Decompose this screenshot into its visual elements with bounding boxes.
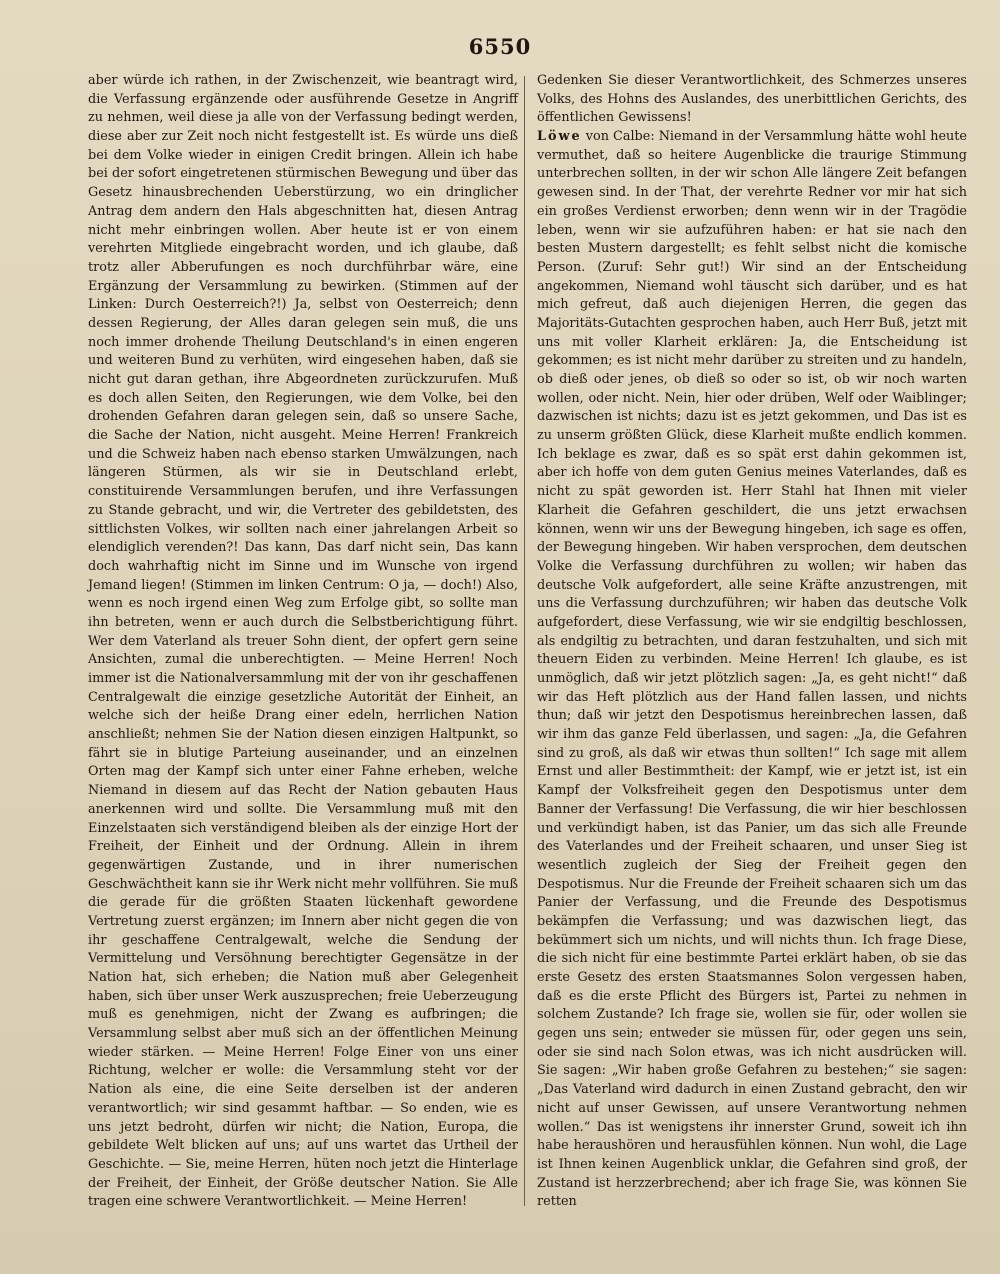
left-column-text: aber würde ich rathen, in der Zwischenzeit, wie beantragt wird, die Verfassung ergänzende oder ausführende Gesetze in Angriff zu nehmen, weil diese ja alle von der Verfassung bedingt werden, diese aber zur Zeit noch nicht festgestellt ist. Es würde uns dieß bei dem Volke wieder in einigen Credit bringen. Allein ich habe bei der sofort eingetretenen stürmischen Bewegung und über das Gesetz hinausbrechenden Ueberstürzung, wo ein dringlicher Antrag dem andern den Hals abgeschnitten hat, diesen Antrag nicht mehr einbringen wollen. Aber heute ist er von einem verehrten Mitgliede eingebracht worden, und ich glaube, daß trotz aller Abberufungen es noch durchführbar wäre, eine Ergänzung der Versammlung zu bewirken. (Stimmen auf der Linken: Durch Oesterreich?!) Ja, selbst von Oesterreich; denn dessen Regierung, der Alles daran gelegen sein muß, die uns noch immer drohende Theilung Deutschland's in einen engeren und weiteren Bund zu verhüten, wird eingesehen haben, daß sie nicht gut daran gethan, ihre Abgeordneten zurückzurufen. Muß es doch allen Seiten, den Regierungen, wie dem Volke, bei den drohenden Gefahren daran gelegen sein, daß so unsere Sache, die Sache der Nation, nicht ausgeht. Meine Herren! Frankreich und die Schweiz haben nach ebenso starken Umwälzungen, nach längeren Stürmen, als wir sie in Deutschland erlebt, constituirende Versammlungen berufen, und ihre Verfassungen zu Stande gebracht, und wir, die Vertreter des gebildetsten, des sittlichsten Volkes, wir sollten nach einer jahrelangen Arbeit so elendiglich verenden?! Das kann, Das darf nicht sein, Das kann doch wahrhaftig nicht im Sinne und im Wunsche von irgend Jemand liegen! (Stimmen im linken Centrum: O ja, — doch!) Also, wenn es noch irgend einen Weg zum Erfolge gibt, so sollte man ihn betreten, wenn er auch durch die Selbstberichtigung führt. Wer dem Vaterland als treuer Sohn dient, der opfert gern seine Ansichten, zumal die unberechtigten. — Meine Herren! Noch immer ist die Nationalversammlung mit der von ihr geschaffenen Centralgewalt die einzige gesetzliche Autorität der Einheit, an welche sich der heiße Drang einer edeln, herrlichen Nation anschließt; nehmen Sie der Nation diesen einzigen Haltpunkt, so fährt sie in blutige Parteiung auseinander, und an einzelnen Orten mag der Kampf sich unter einer Fahne erheben, welche Niemand in diesem auf das Recht der Nation gebauten Haus anerkennen wird und sollte. Die Versammlung muß mit den Einzelstaaten sich verständigend bleiben als der einzige Hort der Freiheit, der Einheit und der Ordnung. Allein in ihrem gegenwärtigen Zustande, und in ihrer numerischen Geschwächtheit kann sie ihr Werk nicht mehr vollführen. Sie muß die gerade für die größten Staaten lückenhaft gewordene Vertretung zuerst ergänzen; im Innern aber nicht gegen die von ihr geschaffene Centralgewalt, welche die Sendung der Vermittelung und Versöhnung berechtigter Gegensätze in der Nation hat, sich erheben; die Nation muß aber Gelegenheit haben, sich über unser Werk auszusprechen; freie Ueberzeugung muß es genehmigen, nicht der Zwang es aufbringen; die Versammlung selbst aber muß sich an der öffentlichen Meinung wieder stärken. — Meine Herren! Folge Einer von uns einer Richtung, welcher er wolle: die Versammlung steht vor der Nation als eine, die eine Seite derselben ist der anderen verantwortlich; wir sind gesammt haftbar. — So enden, wie es uns jetzt bedroht, dürfen wir nicht; die Nation, Europa, die gebildete Welt blicken auf uns; auf uns wartet das Urtheil der Geschichte. — Sie, meine Herren, hüten noch jetzt die Hinterlage der Freiheit, der Einheit, der Größe deutscher Nation. Sie Alle tragen eine schwere Verantwortlichkeit. — Meine Herren!: [88, 73, 518, 1210]
right-column-intro: Gedenken Sie dieser Verantwortlichkeit, des Schmerzes unseres Volks, des Hohns des Auslandes, des unerbittlichen Gerichts, des öffentlichen Gewissens!: [537, 73, 967, 126]
speaker-name: Löwe: [537, 129, 582, 145]
page-number: 6550: [468, 34, 532, 59]
right-column: [537, 72, 967, 1212]
column-divider: [524, 76, 525, 1206]
speaker-speech: von Calbe: Niemand in der Versammlung hätte wohl heute vermuthet, daß so heitere Augenblicke die traurige Stimmung unterbrechen sollten, in der wir schon Alle längere Zeit befangen gewesen sind. In der That, der verehrte Redner vor mir hat sich ein großes Verdienst erworben; denn wenn wir in der Tragödie leben, wenn wir sie aufzuführen haben: er hat sie nach den besten Mustern dargestellt; es fehlt selbst nicht die komische Person. (Zuruf: Sehr gut!) Wir sind an der Entscheidung angekommen, Niemand wohl täuscht sich darüber, und es hat mich gefreut, daß auch diejenigen Herren, die gegen das Majoritäts-Gutachten gesprochen haben, auch Herr Buß, jetzt mit uns mit voller Klarheit erklären: Ja, die Entscheidung ist gekommen; es ist nicht mehr darüber zu streiten und zu handeln, ob dieß oder jenes, ob dieß so oder so ist, ob wir noch warten wollen, oder nicht. Nein, hier oder drüben, Welf oder Waiblinger; dazwischen ist nichts; dazu ist es jetzt gekommen, und Das ist es zu unserm größten Glück, diese Klarheit mußte endlich kommen. Ich beklage es zwar, daß es so spät erst dahin gekommen ist, aber ich hoffe von dem guten Genius meines Vaterlandes, daß es nicht zu spät geworden ist. Herr Stahl hat Ihnen mit vieler Klarheit die Gefahren geschildert, die uns jetzt erwachsen können, wenn wir uns der Bewegung hingeben, ich sage es offen, der Bewegung hingeben. Wir haben versprochen, dem deutschen Volke die Verfassung durchführen zu wollen; wir haben das deutsche Volk aufgefordert, alle seine Kräfte anzustrengen, mit uns die Verfassung durchzuführen; wir haben das deutsche Volk aufgefordert, diese Verfassung, wie wir sie endgiltig beschlossen, als endgiltig zu betrachten, und daran festzuhalten, und sich mit theuern Eiden zu verbinden. Meine Herren! Ich glaube, es ist unmöglich, daß wir jetzt plötzlich sagen: „Ja, es geht nicht!“ daß wir das Heft plötzlich aus der Hand fallen lassen, und nichts thun; daß wir jetzt den Despotismus hereinbrechen lassen, daß wir ihm das ganze Feld überlassen, und sagen: „Ja, die Gefahren sind zu groß, als daß wir etwas thun sollten!“ Ich sage mit allem Ernst und aller Bestimmtheit: der Kampf, wie er jetzt ist, ist ein Kampf der Volksfreiheit gegen den Despotismus unter dem Banner der Verfassung! Die Verfassung, die wir hier beschlossen und verkündigt haben, ist das Panier, um das sich alle Freunde des Vaterlandes und der Freiheit schaaren, und unser Sieg ist wesentlich zugleich der Sieg der Freiheit gegen den Despotismus. Nur die Freunde der Freiheit schaaren sich um das Panier der Verfassung, und die Freunde des Despotismus bekämpfen die Verfassung; und was dazwischen liegt, das bekümmert sich um nichts, und will nichts thun. Ich frage Diese, die sich nicht für eine bestimmte Partei erklärt haben, ob sie das erste Gesetz des ersten Staatsmannes Solon vergessen haben, daß es die erste Pflicht des Bürgers ist, Partei zu nehmen in solchem Zustande? Ich frage sie, wollen sie für, oder wollen sie gegen uns sein; entweder sie müssen für, oder gegen uns sein, oder sie sind nach Solon etwas, was ich nicht ausdrücken will. Sie sagen: „Wir haben große Gefahren zu bestehen;“ sie sagen: „Das Vaterland wird dadurch in einen Zustand gebracht, den wir nicht auf unser Gewissen, auf unsere Verantwortung nehmen wollen.“ Das ist wenigstens ihr innerster Grund, soweit ich ihn habe heraushören und herausfühlen können. Nun wohl, die Lage ist Ihnen keinen Augenblick unklar, die Gefahren sind groß, der Zustand ist herzzerbrechend; aber ich frage Sie, was können Sie retten: [537, 129, 967, 1210]
